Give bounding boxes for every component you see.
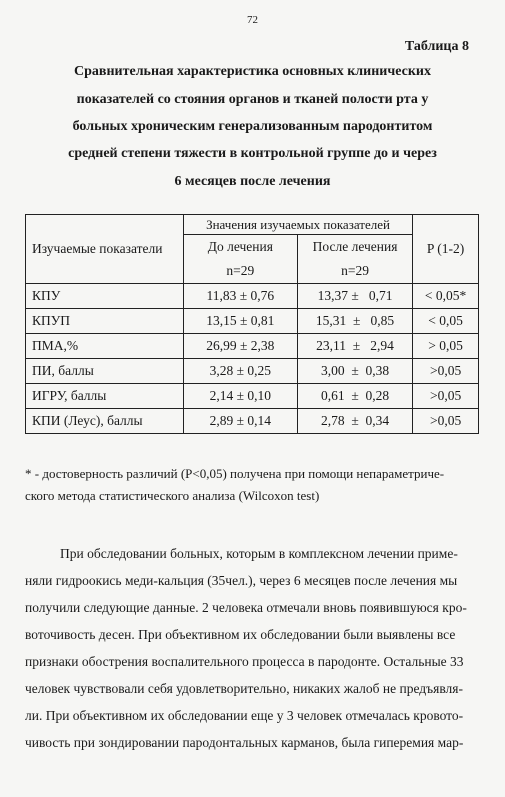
p-value: < 0,05: [413, 309, 479, 334]
before-n: n=29: [226, 263, 255, 278]
values-group-header: Значения изучаемых показателей: [183, 215, 412, 235]
after-value: 0,61 ± 0,28: [297, 384, 412, 409]
param-name: ПМА,%: [26, 334, 184, 359]
p-value: < 0,05*: [413, 284, 479, 309]
before-value: 11,83 ± 0,76: [183, 284, 297, 309]
before-label: До лечения: [207, 239, 273, 254]
table-row: [26, 384, 479, 409]
body-line: воточивость десен. При объективном их обследовании были выявлены все: [25, 627, 456, 642]
table-title-line: 6 месяцев после лечения: [174, 174, 331, 189]
before-value: 2,14 ± 0,10: [183, 384, 297, 409]
table-title-line: больных хроническим генерализованным пародонтитом: [72, 119, 433, 134]
p-column-header: P (1-2): [413, 215, 479, 284]
table-title-line: средней степени тяжести в контрольной группе до и через: [68, 146, 437, 161]
after-value: 23,11 ± 2,94: [297, 334, 412, 359]
before-value: 13,15 ± 0,81: [183, 309, 297, 334]
param-column-header: Изучаемые показатели: [26, 215, 184, 284]
after-column-header: [297, 235, 412, 284]
param-name: ИГРУ, баллы: [26, 384, 184, 409]
footnote-line: ского метода статистического анализа (Wilcoxon test): [25, 488, 320, 503]
body-line: При обследовании больных, которым в комплексном лечении приме-: [60, 546, 458, 561]
table-title-line: Сравнительная характеристика основных клинических: [74, 64, 431, 79]
after-value: 15,31 ± 0,85: [297, 309, 412, 334]
p-value: >0,05: [413, 384, 479, 409]
after-value: 13,37 ± 0,71: [297, 284, 412, 309]
before-value: 26,99 ± 2,38: [183, 334, 297, 359]
body-line: ли. При объективном их обследовании еще у 3 человек отмечалась кровото-: [25, 708, 464, 723]
table-row: [26, 309, 479, 334]
before-value: 3,28 ± 0,25: [183, 359, 297, 384]
body-line: няли гидроокись меди-кальция (35чел.), через 6 месяцев после лечения мы: [25, 573, 458, 588]
param-name: ПИ, баллы: [26, 359, 184, 384]
table-title-line: показателей со стояния органов и тканей полости рта у: [76, 92, 429, 107]
body-line: чивость при зондировании пародонтальных карманов, была гиперемия мар-: [25, 735, 464, 750]
param-name: КПИ (Леус), баллы: [26, 409, 184, 434]
comparison-table: [25, 214, 479, 434]
table-row: [26, 334, 479, 359]
p-value: > 0,05: [413, 334, 479, 359]
body-line: получили следующие данные. 2 человека отмечали вновь появившуюся кро-: [25, 600, 467, 615]
body-line: человек чувствовали себя удовлетворительно, никаких жалоб не предъявля-: [25, 681, 463, 696]
before-column-header: [183, 235, 297, 284]
table-row: [26, 409, 479, 434]
before-value: 2,89 ± 0,14: [183, 409, 297, 434]
after-label: После лечения: [312, 239, 398, 254]
table-row: [26, 359, 479, 384]
p-value: >0,05: [413, 409, 479, 434]
param-name: КПУП: [26, 309, 184, 334]
after-value: 3,00 ± 0,38: [297, 359, 412, 384]
page-number: 72: [247, 14, 258, 26]
table-header-row: [26, 215, 479, 235]
after-n: n=29: [341, 263, 369, 278]
param-name: КПУ: [26, 284, 184, 309]
body-line: признаки обострения воспалительного процесса в пародонте. Остальные 33: [25, 654, 464, 669]
table-label: Таблица 8: [404, 39, 469, 54]
p-value: >0,05: [413, 359, 479, 384]
footnote-line: * - достоверность различий (Р<0,05) получена при помощи непараметриче-: [25, 466, 445, 481]
after-value: 2,78 ± 0,34: [297, 409, 412, 434]
table-row: [26, 284, 479, 309]
